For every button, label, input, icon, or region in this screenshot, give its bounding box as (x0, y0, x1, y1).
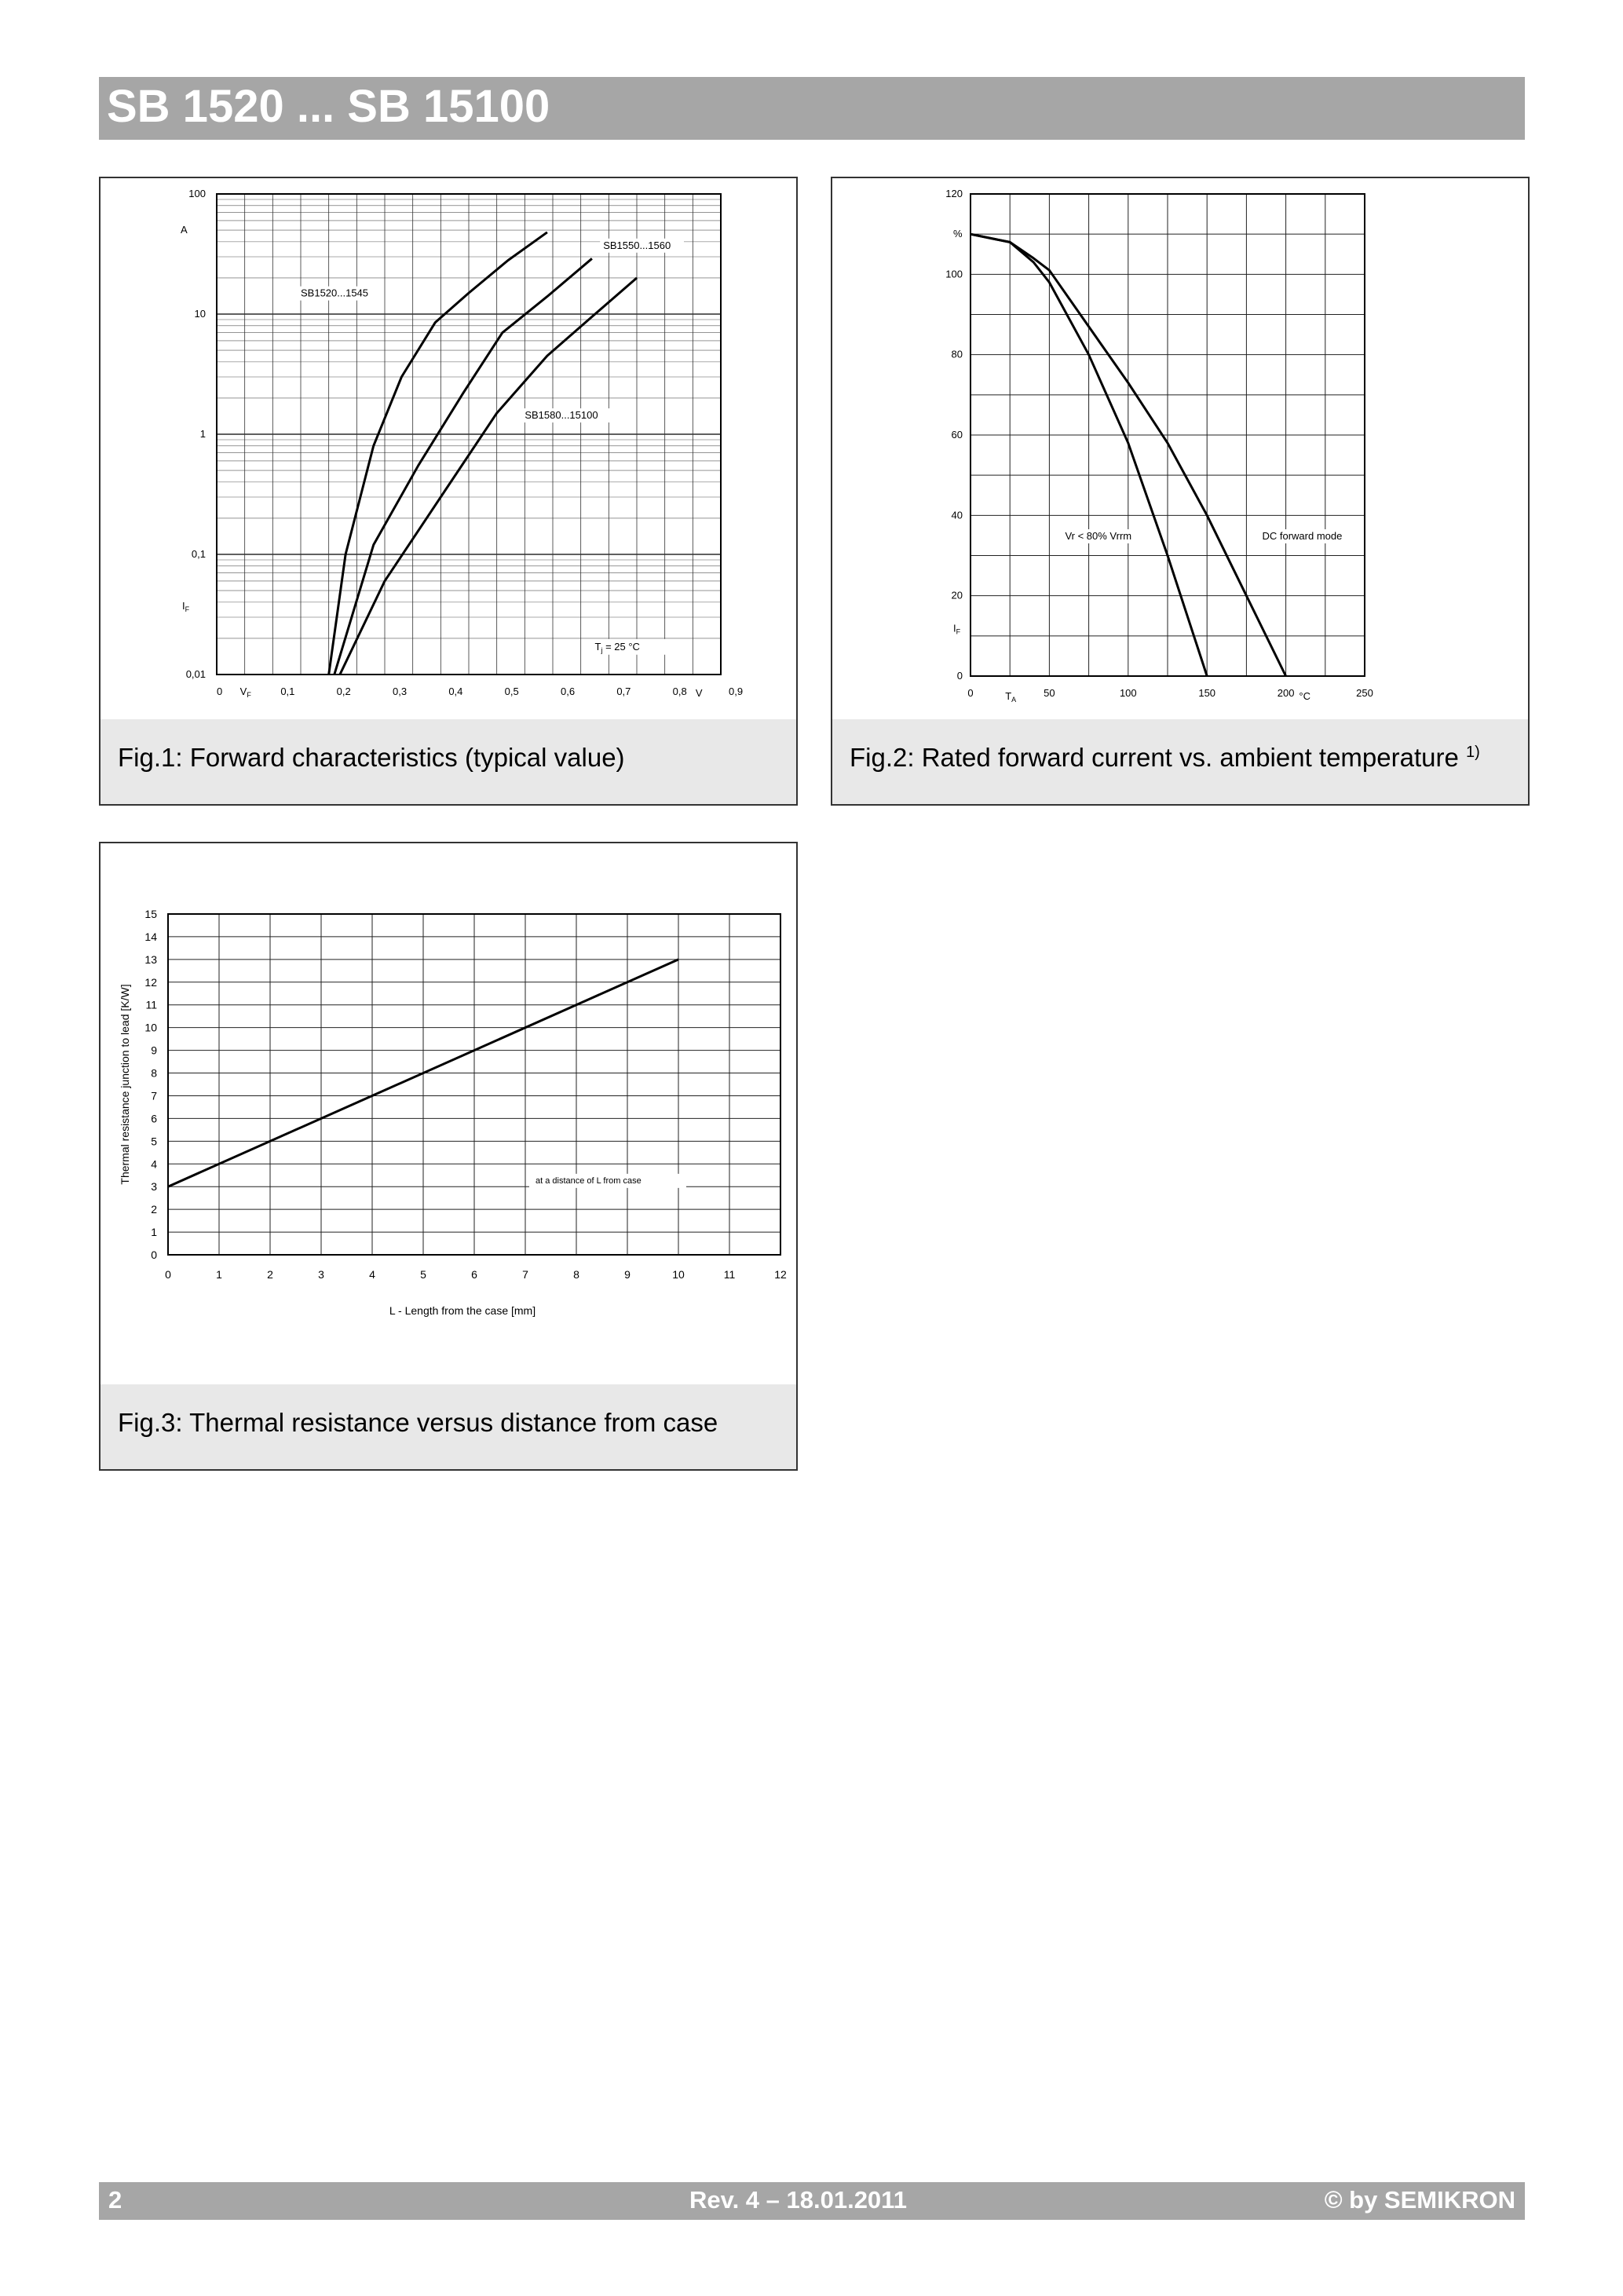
x-tick-label: 9 (624, 1268, 631, 1281)
annotation-temperature: $T_j = 25$ °C (594, 640, 640, 654)
fig2-chart (832, 178, 1528, 712)
x-tick-label: 200 (1277, 687, 1295, 699)
page-title: SB 1520 ... SB 15100 (107, 81, 550, 132)
y-tick-label: 120 (945, 188, 963, 199)
x-tick-label: 0,2 (336, 686, 351, 697)
y-axis-symbol: $I_F$ (953, 622, 961, 636)
x-tick-label: 0 (165, 1268, 171, 1281)
x-axis-unit: °C (1299, 690, 1310, 702)
x-tick-label: 150 (1198, 687, 1216, 699)
x-tick-label: 1 (216, 1268, 222, 1281)
x-tick-label: 0,9 (729, 686, 744, 697)
y-axis-symbol: $I_F$ (182, 599, 190, 613)
x-tick-label: 3 (318, 1268, 324, 1281)
y-tick-label: 14 (144, 930, 157, 943)
footer-copyright: © by SEMIKRON (1324, 2186, 1515, 2214)
y-tick-label: 20 (951, 589, 963, 601)
y-tick-label: 2 (151, 1203, 157, 1216)
y-tick-label: 100 (188, 188, 206, 199)
fig3-caption-bar (101, 1384, 796, 1469)
y-tick-label: 60 (951, 429, 963, 441)
y-tick-label: 4 (151, 1157, 157, 1171)
x-tick-label: 11 (723, 1268, 736, 1281)
y-tick-label: 100 (945, 268, 963, 280)
fig1-panel (99, 177, 798, 806)
x-tick-label: 0,3 (393, 686, 408, 697)
fig2-caption-bar (832, 719, 1528, 804)
series-label: DC forward mode (1262, 530, 1343, 543)
x-axis-symbol: $T_A$ (1005, 690, 1017, 704)
y-tick-label: 6 (151, 1112, 157, 1125)
y-tick-label: 0 (956, 670, 963, 682)
x-tick-label: 4 (369, 1268, 375, 1281)
x-tick-label: 250 (1356, 687, 1373, 699)
y-tick-label: 1 (151, 1226, 157, 1239)
y-tick-label: 7 (151, 1089, 157, 1102)
y-tick-label: 5 (151, 1135, 157, 1148)
x-tick-label: 2 (267, 1268, 273, 1281)
x-tick-label: 100 (1119, 687, 1137, 699)
header-bar (99, 77, 1525, 140)
y-tick-label: 12 (144, 975, 157, 989)
series-label: SB1520...1545 (301, 287, 369, 299)
fig2-caption-text: Fig.2: Rated forward current vs. ambient temperature (850, 743, 1459, 772)
series-label: SB1580...15100 (525, 409, 598, 422)
x-tick-label: 0,8 (672, 686, 687, 697)
footer-revision: Rev. 4 – 18.01.2011 (689, 2186, 907, 2214)
y-tick-label: 10 (194, 308, 206, 320)
x-tick-label: 8 (573, 1268, 579, 1281)
y-tick-label: 0,01 (185, 668, 206, 680)
y-axis-unit: A (181, 224, 188, 236)
y-tick-label: 0 (151, 1249, 157, 1261)
y-tick-label: 13 (144, 952, 157, 966)
y-tick-label: 40 (951, 509, 963, 521)
x-tick-label: 0,5 (504, 686, 519, 697)
fig2-panel (831, 177, 1530, 806)
x-tick-label: 7 (522, 1268, 528, 1281)
y-tick-label: 11 (145, 998, 157, 1011)
x-tick-label: 0 (967, 687, 974, 699)
fig1-chart (101, 178, 796, 712)
x-tick-label: 50 (1044, 687, 1055, 699)
x-axis-unit: V (695, 687, 703, 699)
x-tick-label: 12 (774, 1268, 787, 1281)
fig1-caption: Fig.1: Forward characteristics (typical value) (118, 743, 625, 772)
y-tick-label: 10 (144, 1021, 157, 1034)
x-tick-label: 0,1 (280, 686, 295, 697)
fig1-caption-bar (101, 719, 796, 804)
y-tick-label: 3 (151, 1180, 157, 1194)
x-tick-label: 0,4 (448, 686, 463, 697)
x-tick-label: 10 (672, 1268, 685, 1281)
fig3-caption: Fig.3: Thermal resistance versus distance from case (118, 1408, 718, 1437)
footer-bar (99, 2182, 1525, 2220)
y-tick-label: 1 (199, 428, 206, 440)
x-tick-label: 5 (420, 1268, 426, 1281)
x-tick-label: 0,7 (616, 686, 631, 697)
x-tick-label: 6 (471, 1268, 477, 1281)
y-tick-label: 15 (144, 908, 157, 920)
series-label: Vr < 80% Vrrm (1065, 530, 1132, 543)
x-axis-symbol: $V_F$ (239, 686, 251, 699)
x-tick-label: 0 (217, 686, 223, 697)
x-tick-label: 0,6 (561, 686, 576, 697)
series-line-2 (334, 258, 592, 675)
y-tick-label: 8 (151, 1066, 157, 1080)
x-axis-label: L - Length from the case [mm] (389, 1304, 536, 1317)
fig3-panel (99, 842, 798, 1471)
y-tick-label: 80 (951, 348, 963, 360)
footer-page-number: 2 (108, 2186, 122, 2214)
series-label: SB1550...1560 (603, 239, 671, 251)
y-tick-label: 0,1 (191, 548, 206, 560)
fig2-caption-footnote: 1) (1466, 744, 1480, 761)
y-axis-label: Thermal resistance junction to lead [K/W] (119, 984, 131, 1185)
fig3-chart (101, 843, 796, 1377)
y-axis-unit: % (953, 228, 963, 240)
y-tick-label: 9 (151, 1044, 157, 1057)
annotation-distance: at a distance of L from case (536, 1175, 642, 1186)
fig2-caption (850, 743, 1480, 773)
